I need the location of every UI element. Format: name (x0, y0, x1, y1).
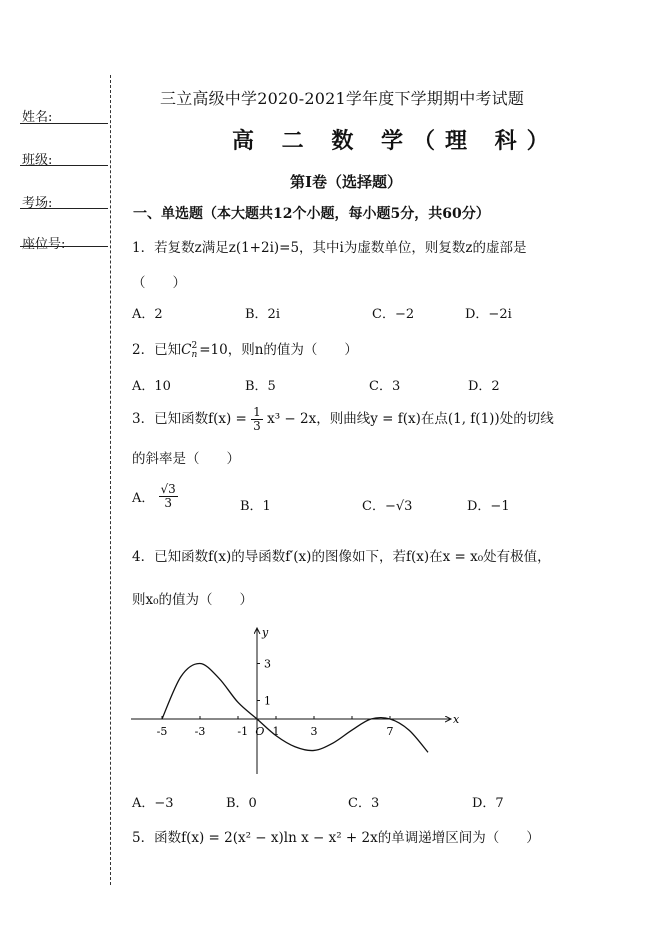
exam-title: 高 二 数 学（理 科） (232, 128, 559, 154)
q2-sub: n (191, 349, 198, 360)
q3-fraction (251, 406, 263, 433)
x-axis-label: x (453, 713, 460, 726)
class-line (20, 165, 108, 166)
q3-stem (132, 406, 554, 433)
x-tick-label: -5 (156, 725, 168, 738)
x-tick-label: 7 (386, 725, 394, 738)
q4-option-d: D．7 (472, 796, 504, 811)
q1-option-c: C．−2 (372, 307, 415, 322)
class-label: 班级: (22, 153, 53, 168)
q3-option-a-fraction (159, 483, 178, 510)
q3-option-b: B．1 (240, 499, 271, 514)
x-tick-label: O (255, 725, 265, 738)
q2-option-b: B．5 (245, 379, 276, 394)
binding-dashed-line (110, 75, 111, 885)
q4-option-b: B．0 (226, 796, 257, 811)
q3-option-d: D．−1 (467, 499, 510, 514)
q3-stem-a: 3．已知函数f(x) = (132, 411, 247, 428)
q3-option-a (132, 483, 178, 510)
q3-frac-num: 1 (253, 405, 261, 419)
q5-stem: 5．函数f(x) = 2(x² − x)ln x − x² + 2x的单调递增区间为（ ） (132, 830, 540, 846)
q2-stem-b: =10，则n的值为（ ） (199, 342, 358, 358)
q3-option-a-label: A． (132, 491, 155, 507)
q3-frac-den: 3 (253, 419, 261, 434)
volume-title: 第Ⅰ卷（选择题） (290, 173, 403, 191)
q2-stem (132, 338, 358, 360)
x-tick-label: 1 (272, 725, 280, 738)
x-tick-label: -1 (237, 725, 249, 738)
seat-line (20, 246, 108, 247)
q2-stem-a: 2．已知 (132, 342, 182, 358)
q1-option-a: A．2 (132, 307, 163, 322)
y-tick-label: 1 (264, 694, 271, 708)
name-line (20, 123, 108, 124)
q4-option-a: A．−3 (132, 796, 174, 811)
q3-stem-b: x³ − 2x，则曲线y = f(x)在点(1, f(1))处的切线 (267, 411, 554, 428)
q1-paren: （ ） (132, 275, 186, 291)
x-tick-label: -3 (194, 725, 206, 738)
graph-axes (131, 628, 451, 774)
q2-option-c: C．3 (369, 379, 401, 394)
derivative-curve (162, 663, 428, 752)
room-line (20, 208, 108, 209)
q4-stem: 4．已知函数f(x)的导函数f′(x)的图像如下，若f(x)在x = x₀处有极值， (132, 549, 551, 565)
q1-option-b: B．2i (245, 307, 280, 322)
q1-option-d: D．−2i (465, 307, 512, 322)
y-axis-label: y (262, 626, 269, 639)
seat-label: 座位号: (22, 237, 66, 252)
derivative-graph (125, 622, 465, 782)
q3-option-a-num: √3 (160, 482, 176, 496)
school-title: 三立高级中学2020-2021学年度下学期期中考试题 (160, 89, 525, 108)
section-title: 一、单选题（本大题共12个小题，每小题5分，共60分） (133, 206, 490, 222)
q2-option-d: D．2 (468, 379, 500, 394)
q3-line2: 的斜率是（ ） (132, 451, 240, 467)
q4-option-c: C．3 (348, 796, 380, 811)
q2-sup: 2 (191, 340, 198, 351)
y-tick-label: 3 (264, 657, 271, 671)
q2-c: C (181, 342, 192, 358)
room-label: 考场: (22, 196, 53, 211)
q2-option-a: A．10 (132, 379, 171, 394)
x-tick-label: 3 (310, 725, 318, 738)
q1-stem: 1．若复数z满足z(1+2i)=5，其中i为虚数单位，则复数z的虚部是 (132, 240, 527, 256)
q3-option-c: C．−√3 (362, 499, 413, 514)
q4-line2: 则x₀的值为（ ） (132, 592, 254, 608)
q3-option-a-den: 3 (164, 496, 172, 511)
name-label: 姓名: (22, 110, 53, 125)
